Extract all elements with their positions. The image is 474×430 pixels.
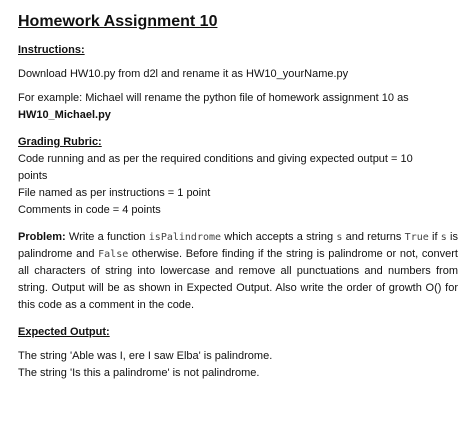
- false-code: False: [98, 249, 129, 260]
- example-text: For example: Michael will rename the python file of homework assignment 10 as: [18, 92, 409, 104]
- problem-text: which accepts a string: [221, 231, 337, 243]
- assignment-document: [18, 12, 458, 382]
- example-filename: HW10_Michael.py: [18, 109, 111, 121]
- problem-label: Problem:: [18, 231, 66, 243]
- instructions-heading: Instructions:: [18, 44, 85, 56]
- problem-statement: [18, 229, 458, 314]
- function-name-code: isPalindrome: [148, 232, 222, 243]
- instructions-example: [18, 90, 458, 124]
- rubric-heading: Grading Rubric:: [18, 136, 102, 148]
- true-code: True: [404, 232, 429, 243]
- expected-output-line: The string 'Able was I, ere I saw Elba' is palindrome.: [18, 350, 273, 362]
- expected-output-heading: Expected Output:: [18, 326, 110, 338]
- expected-output-line: The string 'Is this a palindrome' is not palindrome.: [18, 367, 260, 379]
- problem-text: if: [428, 231, 441, 243]
- rubric-item-comments: Comments in code = 4 points: [18, 204, 161, 216]
- instructions-line: Download HW10.py from d2l and rename it as HW10_yourName.py: [18, 68, 349, 80]
- page-title: Homework Assignment 10: [18, 13, 218, 30]
- rubric-item-naming: File named as per instructions = 1 point: [18, 187, 211, 199]
- problem-text: is palindrome and: [18, 231, 458, 260]
- problem-text: Write a function: [65, 231, 149, 243]
- problem-text: otherwise. Before finding if the string is palindrome or not, convert all characters of string into lowercase and remove all punctuations and numbers from string. Output will be as shown in Expected Output. Also write the order of growth O() for this code as a comment in the code.: [18, 248, 458, 311]
- rubric-item-running-cont: points: [18, 170, 48, 182]
- problem-text: and returns: [342, 231, 405, 243]
- param-code: s: [440, 232, 447, 243]
- rubric-item-running: Code running and as per the required conditions and giving expected output = 10: [18, 153, 413, 165]
- param-code: s: [336, 232, 343, 243]
